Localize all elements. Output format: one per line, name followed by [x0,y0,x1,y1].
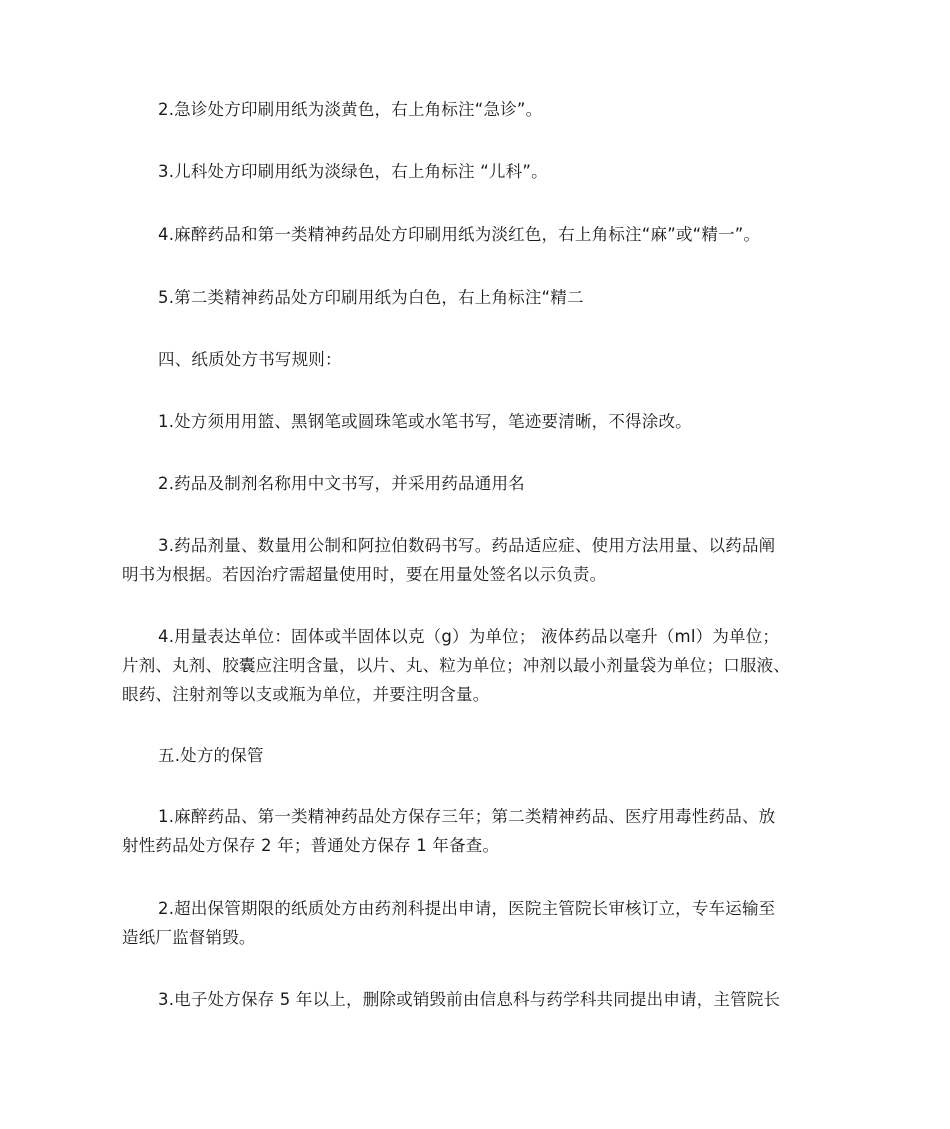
section-heading-storage [122,741,834,770]
text-line: 3.药品剂量、数量用公制和阿拉伯数码书写。药品适应症、使用方法用量、以药品阐 [158,536,776,555]
text-line: 3.儿科处方印刷用纸为淡绿色，右上角标注 “儿科”。 [158,162,548,181]
text-line: 1.麻醉药品、第一类精神药品处方保存三年；第二类精神药品、医疗用毒性药品、放 [158,807,776,826]
paragraph-pediatric-prescription [122,157,834,186]
paragraph-rule-1 [122,407,834,436]
paragraph-rule-3 [122,531,834,589]
section-heading: 五.处方的保管 [158,746,264,765]
paragraph-narcotic-prescription [122,220,834,249]
text-line: 射性药品处方保存 2 年；普通处方保存 1 年备查。 [122,836,500,855]
paragraph-rule-2 [122,469,834,498]
text-line: 造纸厂监督销毁。 [122,928,256,947]
paragraph-storage-1 [122,802,834,860]
text-line: 眼药、注射剂等以支或瓶为单位，并要注明含量。 [122,685,490,704]
section-heading-writing-rules [122,345,834,374]
text-line: 2.药品及制剂名称用中文书写，并采用药品通用名 [158,474,525,493]
text-line: 5.第二类精神药品处方印刷用纸为白色，右上角标注“精二 [158,288,584,307]
section-heading: 四、纸质处方书写规则： [158,350,342,369]
text-line: 4.麻醉药品和第一类精神药品处方印刷用纸为淡红色，右上角标注“麻”或“精一”。 [158,225,761,244]
text-line: 1.处方须用用篮、黑钢笔或圆珠笔或水笔书写，笔迹要清晰，不得涂改。 [158,412,692,431]
text-line: 2.超出保管期限的纸质处方由药剂科提出申请，医院主管院长审核订立，专车运输至 [158,899,776,918]
paragraph-storage-2 [122,894,834,952]
paragraph-storage-3 [122,985,834,1014]
text-line: 片剂、丸剂、胶囊应注明含量，以片、丸、粒为单位；冲剂以最小剂量袋为单位；口服液、 [122,656,790,675]
text-line: 4.用量表达单位：固体或半固体以克（g）为单位； 液体药品以毫升（ml）为单位； [158,627,780,646]
paragraph-emergency-prescription [122,95,834,124]
paragraph-class-two-prescription [122,283,834,312]
text-line: 2.急诊处方印刷用纸为淡黄色，右上角标注“急诊”。 [158,100,543,119]
text-line: 明书为根据。若因治疗需超量使用时，要在用量处签名以示负责。 [122,565,607,584]
text-line: 3.电子处方保存 5 年以上，删除或销毁前由信息科与药学科共同提出申请，主管院长 [158,990,781,1009]
paragraph-rule-4 [122,622,834,709]
